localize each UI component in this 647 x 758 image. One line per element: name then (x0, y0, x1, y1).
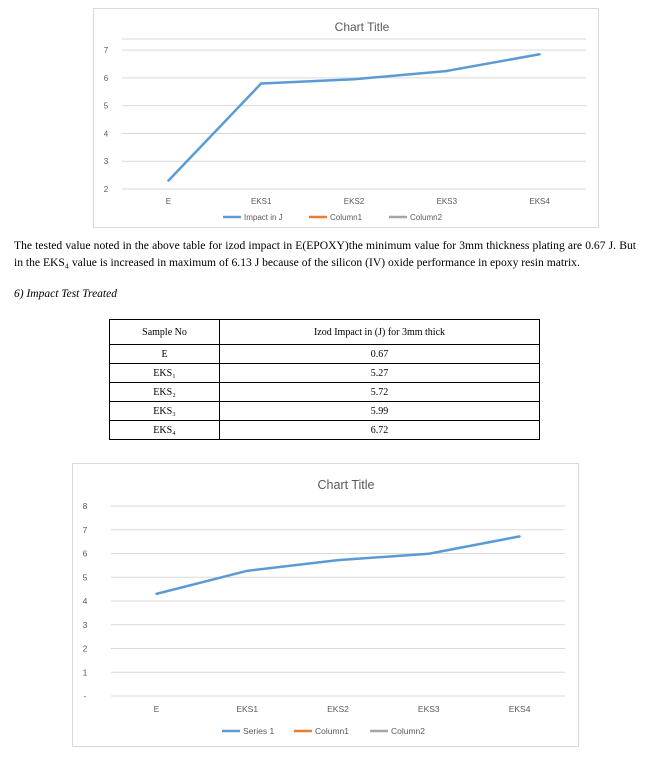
table-cell-value: 5.99 (220, 402, 540, 421)
data-point (260, 82, 262, 84)
table-cell-value: 6.72 (220, 421, 540, 440)
y-tick-label: - (83, 691, 87, 701)
data-point (538, 53, 540, 55)
y-tick-label: 8 (82, 501, 88, 511)
results-paragraph: The tested value noted in the above table for izod impact in E(EPOXY)the minimum value for 3mm thickness plating are 0.67 J. But in the EKS₄ value is increased in maximum of 6.13 J because of the silicon (IV) oxide performance in epoxy resin matrix. (14, 239, 636, 269)
y-tick-label: 2 (82, 643, 88, 654)
chart-title: Chart Title (334, 20, 390, 34)
table-cell-sample: EKS₁ (110, 364, 220, 383)
x-tick-label: EKS4 (529, 197, 550, 206)
data-point (353, 78, 355, 80)
x-tick-label: E (153, 704, 160, 714)
table-cell-sample: EKS₂ (110, 383, 220, 402)
table-header-row (110, 320, 540, 345)
legend-label: Column1 (330, 213, 363, 222)
legend-label: Column2 (410, 213, 443, 222)
x-tick-label: E (165, 197, 172, 206)
y-tick-label: 1 (82, 667, 88, 678)
data-point (155, 593, 157, 595)
y-tick-label: 2 (103, 185, 109, 194)
y-tick-label: 5 (82, 572, 88, 583)
data-point (337, 559, 339, 561)
table-cell-sample: EKS₃ (110, 402, 220, 421)
table-cell-value: 0.67 (220, 345, 540, 364)
table-row (110, 364, 540, 383)
legend-label: Column1 (315, 726, 350, 736)
data-point (246, 570, 248, 572)
data-point (518, 535, 520, 537)
impact-chart-treated (72, 463, 579, 747)
header-izod-impact: Izod Impact in (J) for 3mm thick (220, 320, 540, 345)
legend-label: Column2 (391, 726, 426, 736)
y-tick-label: 6 (82, 548, 88, 559)
chart-svg (73, 464, 578, 746)
table-cell-value: 5.27 (220, 364, 540, 383)
y-tick-label: 6 (103, 73, 109, 83)
chart-title: Chart Title (317, 478, 375, 492)
table-row (110, 421, 540, 440)
table-row (110, 383, 540, 402)
chart-svg (94, 9, 598, 227)
section-heading: 6) Impact Test Treated (14, 288, 117, 300)
legend-label: Impact in J (244, 213, 283, 222)
table-cell-sample: EKS₄ (110, 421, 220, 440)
x-tick-label: EKS1 (236, 704, 259, 714)
y-tick-label: 3 (103, 157, 109, 167)
impact-chart-untreated (93, 8, 599, 228)
table-row (110, 345, 540, 364)
series-line (156, 536, 519, 593)
header-sample-no: Sample No (110, 320, 220, 345)
table-row (110, 402, 540, 421)
y-tick-label: 3 (82, 619, 88, 630)
y-tick-label: 7 (82, 524, 88, 535)
data-point (428, 553, 430, 555)
data-point (167, 179, 169, 181)
x-tick-label: EKS3 (417, 704, 440, 714)
legend-label: Series 1 (243, 726, 275, 736)
x-tick-label: EKS2 (327, 704, 349, 714)
y-tick-label: 7 (103, 46, 109, 56)
x-tick-label: EKS2 (343, 197, 365, 206)
data-point (446, 70, 448, 72)
table-cell-value: 5.72 (220, 383, 540, 402)
impact-table (109, 319, 540, 440)
x-tick-label: EKS1 (250, 197, 272, 206)
y-tick-label: 5 (103, 101, 109, 111)
y-tick-label: 4 (82, 596, 88, 606)
y-tick-label: 4 (103, 129, 109, 139)
table-cell-sample: E (110, 345, 220, 364)
x-tick-label: EKS3 (436, 197, 458, 206)
x-tick-label: EKS4 (508, 704, 531, 714)
